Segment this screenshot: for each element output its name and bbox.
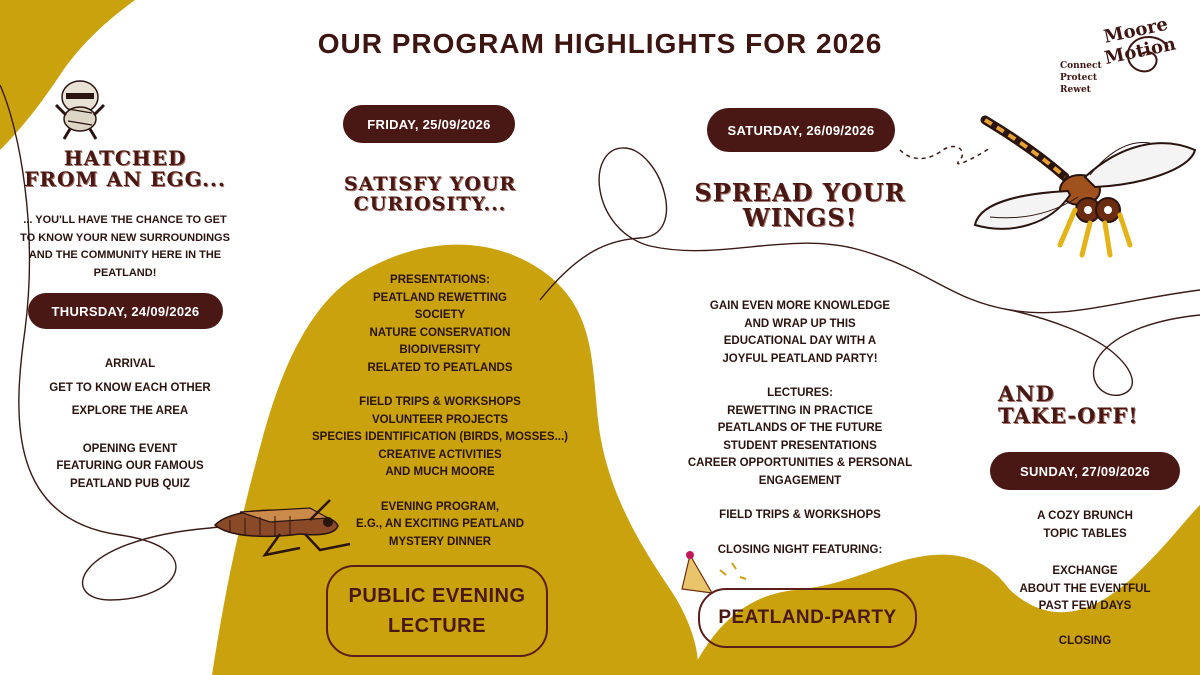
list-item: PRESENTATIONS:: [390, 274, 490, 286]
headline-line: FROM AN EGG...: [24, 167, 226, 191]
list-item: MYSTERY DINNER: [388, 535, 492, 548]
list-item: STUDENT PRESENTATIONS: [723, 439, 877, 452]
text-line: AND THE COMMUNITY HERE IN THE: [28, 249, 222, 261]
headline-line: HATCHED: [63, 146, 187, 170]
date-badge-sunday: SUNDAY, 27/09/2026: [990, 452, 1180, 490]
date-badge-thursday: THURSDAY, 24/09/2026: [28, 293, 223, 329]
list-item: JOYFUL PEATLAND PARTY!: [722, 352, 878, 365]
headline-line: SATISFY YOUR: [343, 173, 517, 195]
list-item: VOLUNTEER PROJECTS: [371, 413, 509, 426]
badge-line: LECTURE: [388, 615, 486, 637]
badge-line: PUBLIC EVENING: [348, 585, 526, 607]
friday-program: [290, 272, 590, 551]
list-item: EVENING PROGRAM,: [380, 500, 500, 513]
intro-headline: [0, 148, 250, 190]
peatland-party-badge: PEATLAND-PARTY: [698, 588, 917, 648]
list-item: ABOUT THE EVENTFUL: [1019, 582, 1151, 595]
list-item: AND WRAP UP THIS: [744, 317, 856, 330]
text-line: ... YOU'LL HAVE THE CHANCE TO GET: [23, 214, 227, 226]
brand-taglines: [1060, 60, 1102, 96]
list-item: PAST FEW DAYS: [1038, 600, 1132, 612]
thursday-items: [30, 356, 230, 493]
dashed-flight-path: [900, 147, 990, 164]
saturday-headline: [680, 178, 920, 233]
list-item: AND MUCH MOORE: [385, 466, 495, 478]
list-item: GET TO KNOW EACH OTHER: [49, 381, 211, 394]
list-item: PEATLAND REWETTING: [373, 291, 507, 304]
list-item: CAREER OPPORTUNITIES & PERSONAL: [687, 457, 913, 469]
brand-logo-text: Moore Motion: [1101, 13, 1178, 70]
list-item: SPECIES IDENTIFICATION (BIRDS, MOSSES...): [311, 431, 568, 443]
list-item: OPENING EVENT: [82, 442, 178, 455]
headline-line: CURIOSITY...: [353, 192, 507, 215]
public-evening-lecture-badge: [326, 565, 548, 657]
list-item: EXPLORE THE AREA: [71, 405, 189, 417]
headline-line: WINGS!: [742, 203, 858, 233]
headline-line: TAKE-OFF!: [998, 403, 1139, 429]
headline-line: SPREAD YOUR: [694, 178, 906, 207]
brand-tagline: Rewet: [1060, 85, 1091, 95]
list-item: PEATLAND PUB QUIZ: [70, 477, 190, 490]
list-item: CLOSING: [1058, 634, 1112, 647]
list-item: BIODIVERSITY: [399, 344, 481, 356]
list-item: PEATLANDS OF THE FUTURE: [717, 422, 883, 434]
list-item: EDUCATIONAL DAY WITH A: [723, 335, 877, 347]
list-item: TOPIC TABLES: [1043, 527, 1127, 540]
sunday-items: [990, 508, 1180, 650]
text-line: TO KNOW YOUR NEW SURROUNDINGS: [20, 231, 230, 244]
list-item: FIELD TRIPS & WORKSHOPS: [359, 396, 521, 408]
list-item: CREATIVE ACTIVITIES: [378, 448, 502, 461]
brand-tagline: Connect: [1060, 61, 1102, 71]
date-badge-saturday: SATURDAY, 26/09/2026: [707, 108, 895, 152]
list-item: ARRIVAL: [104, 358, 156, 370]
list-item: RELATED TO PEATLANDS: [367, 361, 513, 374]
list-item: EXCHANGE: [1052, 565, 1118, 577]
text-line: PEATLAND!: [93, 266, 157, 279]
date-badge-friday: FRIDAY, 25/09/2026: [343, 105, 515, 143]
mummy-larva-icon: [56, 81, 104, 139]
list-item: A COZY BRUNCH: [1037, 510, 1133, 522]
list-item: SOCIETY: [414, 309, 466, 321]
friday-headline: [310, 175, 550, 215]
list-item: GAIN EVEN MORE KNOWLEDGE: [709, 300, 891, 312]
saturday-program: [660, 298, 940, 559]
list-item: ENGAGEMENT: [758, 474, 842, 487]
list-item: CLOSING NIGHT FEATURING:: [717, 543, 883, 556]
brand-logo: [1060, 13, 1195, 100]
intro-text: [5, 212, 245, 282]
list-item: REWETTING IN PRACTICE: [727, 404, 873, 417]
list-item: NATURE CONSERVATION: [369, 326, 511, 339]
list-item: FEATURING OUR FAMOUS: [56, 460, 204, 472]
list-item: E.G., AN EXCITING PEATLAND: [355, 518, 525, 530]
list-item: LECTURES:: [767, 387, 833, 399]
sunday-headline: [998, 383, 1158, 427]
dragonfly-icon: [975, 120, 1195, 255]
brand-tagline: Protect: [1060, 73, 1098, 83]
page-title: OUR PROGRAM HIGHLIGHTS FOR 2026: [317, 28, 883, 59]
list-item: FIELD TRIPS & WORKSHOPS: [719, 509, 881, 521]
headline-line: AND: [998, 381, 1055, 406]
